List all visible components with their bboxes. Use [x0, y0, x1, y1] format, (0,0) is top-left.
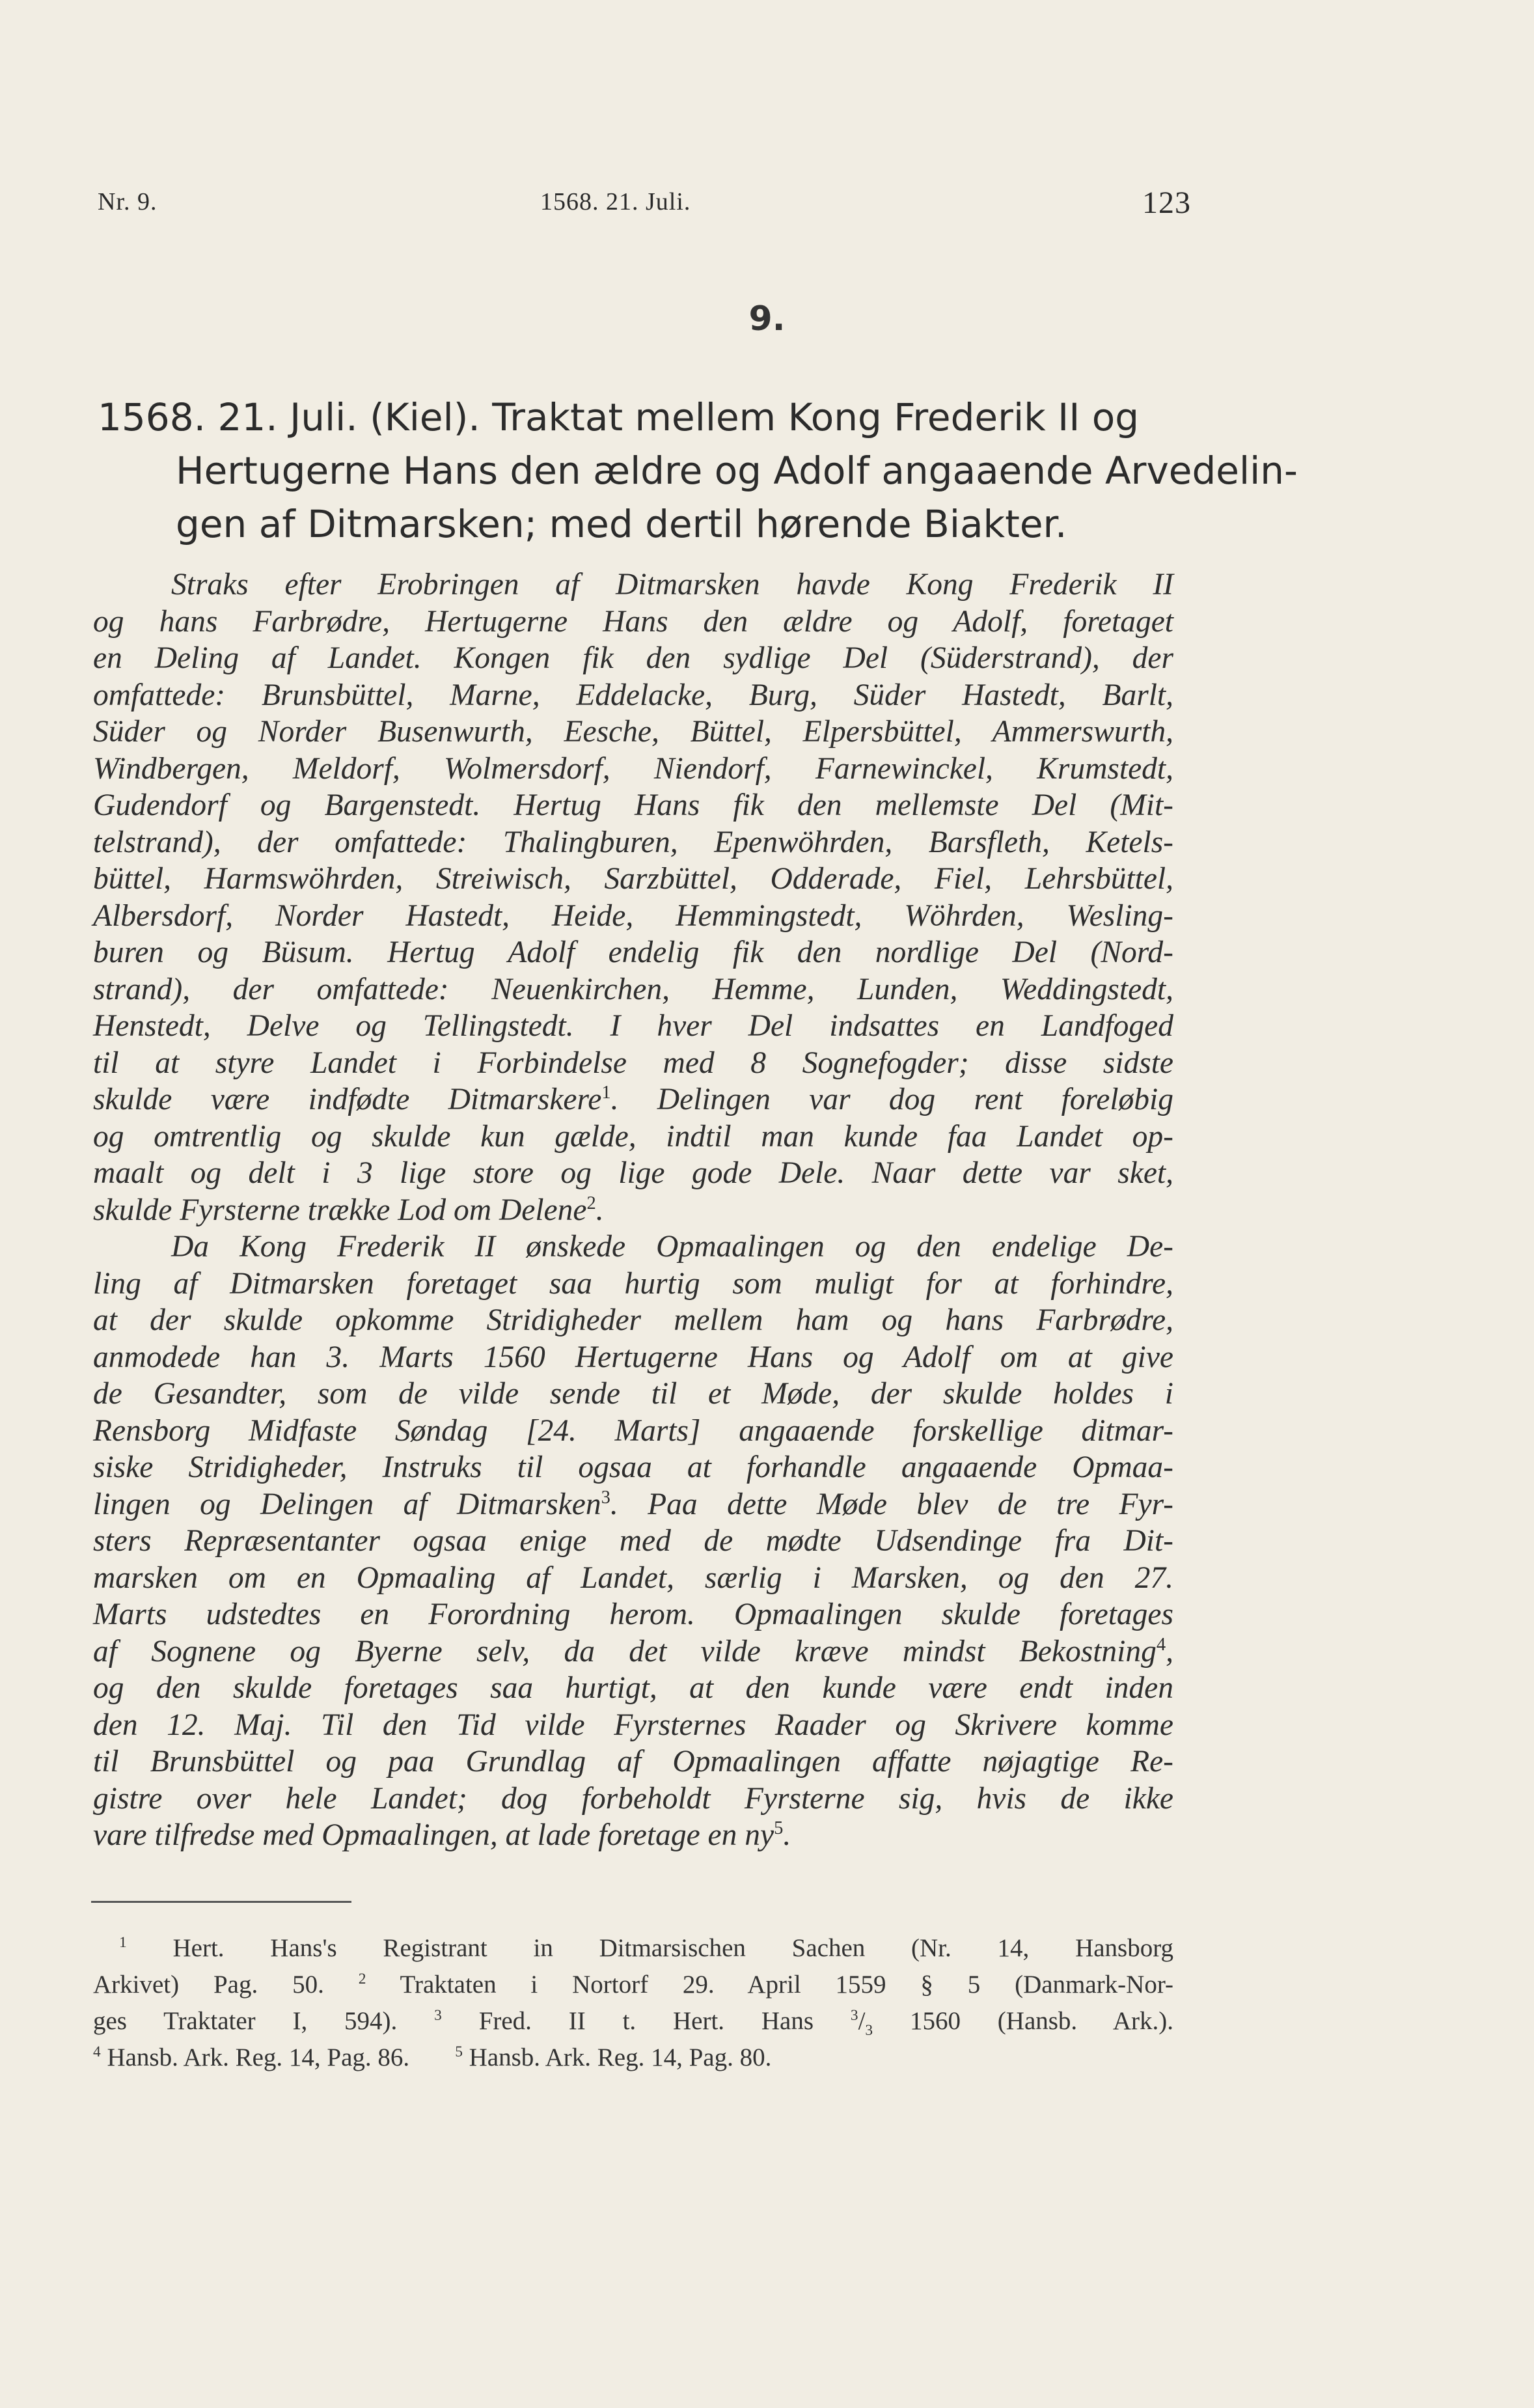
footnote-number: 1 — [119, 1934, 127, 1951]
footnote-text: Fred. II t. Hert. Hans — [478, 2007, 851, 2035]
footnote-ref: 4 — [1156, 1634, 1166, 1655]
footnote-text: Hansb. Ark. Reg. 14, Pag. 86. — [107, 2043, 410, 2071]
footnote-text: ges Traktater I, 594). — [93, 2007, 398, 2035]
text-line — [93, 1192, 1173, 1229]
text-line: Da Kong Frederik II ønskede Opmaalingen og den endelige De- — [171, 1230, 1173, 1264]
introduction-text — [93, 566, 1173, 1854]
running-head-issue-number: Nr. 9. — [98, 188, 158, 215]
footnote-line — [93, 2040, 1173, 2076]
footnote-text: Arkivet) Pag. 50. — [93, 1971, 324, 1999]
text-line: büttel, Harmswöhrden, Streiwisch, Sarzbüttel, Odderade, Fiel, Lehrsbüttel, — [93, 862, 1173, 896]
text-line: Marts udstedtes en Forordning herom. Opmaalingen skulde foretages — [93, 1598, 1173, 1631]
text-fragment: skulde Fyrsterne trække Lod om Delene — [93, 1193, 587, 1227]
running-head — [98, 187, 1191, 227]
footnote-text: 1560 (Hansb. Ark.). — [873, 2007, 1174, 2035]
footnotes — [93, 1930, 1173, 2076]
text-line: sters Repræsentanter ogsaa enige med de mødte Udsendinge fra Dit- — [93, 1524, 1173, 1558]
text-line — [93, 1081, 1173, 1118]
fraction-numerator: 3 — [850, 2007, 858, 2024]
text-line: gistre over hele Landet; dog forbeholdt Fyrsterne sig, hvis de ikke — [93, 1781, 1173, 1816]
text-fragment: . — [596, 1193, 604, 1227]
footnote-text: Traktaten i Nortorf 29. April 1559 § 5 (Danmark-Nor- — [400, 1971, 1174, 1999]
text-fragment: . Delingen var dog rent foreløbig — [610, 1083, 1173, 1116]
text-line: buren og Büsum. Hertug Adolf endelig fik den nordlige Del (Nord- — [93, 935, 1173, 969]
text-line: og omtrentlig og skulde kun gælde, indtil man kunde faa Landet op- — [93, 1119, 1173, 1154]
page-number: 123 — [1142, 186, 1191, 220]
text-fragment: . — [783, 1818, 791, 1852]
fraction-denominator: 3 — [865, 2021, 873, 2039]
footnote-number: 5 — [455, 2043, 463, 2060]
text-line — [93, 1633, 1173, 1670]
text-line: en Deling af Landet. Kongen fik den sydlige Del (Süderstrand), der — [93, 641, 1173, 675]
text-line: til at styre Landet i Forbindelse med 8 Sognefogder; disse sidste — [93, 1045, 1173, 1080]
text-line: marsken om en Opmaaling af Landet, særlig i Marsken, og den 27. — [93, 1560, 1173, 1595]
text-line: Süder og Norder Busenwurth, Eesche, Büttel, Elpersbüttel, Ammerswurth, — [93, 715, 1173, 749]
text-line: Rensborg Midfaste Søndag [24. Marts] angaaende forskellige ditmar- — [93, 1413, 1173, 1448]
footnote-number: 3 — [434, 2007, 442, 2024]
heading-line: 1568. 21. Juli. (Kiel). Traktat mellem Kong Frederik II og — [98, 395, 1140, 439]
heading-line: gen af Ditmarsken; med dertil hørende Biakter. — [176, 502, 1067, 546]
text-line: omfattede: Brunsbüttel, Marne, Eddelacke, Burg, Süder Hastedt, Barlt, — [93, 678, 1173, 712]
text-fragment: lingen og Delingen af Ditmarsken — [93, 1487, 601, 1521]
text-line: at der skulde opkomme Stridigheder mellem ham og hans Farbrødre, — [93, 1303, 1173, 1337]
text-line: anmodede han 3. Marts 1560 Hertugerne Hans og Adolf om at give — [93, 1340, 1173, 1374]
text-line: Henstedt, Delve og Tellingstedt. I hver Del indsattes en Landfoged — [93, 1009, 1173, 1043]
footnote-text: Hert. Hans's Registrant in Ditmarsischen Sachen (Nr. 14, Hansborg — [172, 1934, 1173, 1962]
footnote-number: 4 — [93, 2043, 101, 2060]
document-number: 9. — [748, 299, 786, 339]
text-fragment: , — [1166, 1634, 1173, 1668]
footnote-number: 2 — [358, 1971, 366, 1987]
footnote-text: Hansb. Ark. Reg. 14, Pag. 80. — [469, 2043, 772, 2071]
text-line: den 12. Maj. Til den Tid vilde Fyrsternes Raader og Skrivere komme — [93, 1708, 1173, 1742]
text-fragment: vare tilfredse med Opmaalingen, at lade foretage en ny — [93, 1818, 774, 1852]
footnote-line — [93, 1930, 1173, 1967]
footnote-line: ges Traktater I, 594). $^3$ Fred. II t. Hert. Hans $^3/_3$ 1560 (Hansb. Ark.). — [93, 2007, 1174, 2039]
text-line: Straks efter Erobringen af Ditmarsken havde Kong Frederik II — [171, 568, 1173, 602]
text-line: Windbergen, Meldorf, Wolmersdorf, Niendorf, Farnewinckel, Krumstedt, — [93, 751, 1173, 786]
footnote-ref: 5 — [774, 1818, 784, 1839]
text-line: maalt og delt i 3 lige store og lige gode Dele. Naar dette var sket, — [93, 1156, 1173, 1190]
running-head-date: 1568. 21. Juli. — [540, 188, 691, 215]
text-line: strand), der omfattede: Neuenkirchen, Hemme, Lunden, Weddingstedt, — [93, 972, 1173, 1006]
text-line — [93, 1486, 1173, 1523]
text-line: Gudendorf og Bargenstedt. Hertug Hans fik den mellemste Del (Mit- — [93, 788, 1173, 822]
text-line: til Brunsbüttel og paa Grundlag af Opmaalingen affatte nøjagtige Re- — [93, 1745, 1173, 1778]
document-heading — [98, 391, 1298, 551]
heading-line: Hertugerne Hans den ældre og Adolf angaaende Arvedelin- — [176, 449, 1298, 493]
text-line: og hans Farbrødre, Hertugerne Hans den ældre og Adolf, foretaget — [93, 604, 1173, 639]
footnote-line — [93, 1967, 1173, 2003]
footnote-ref: 2 — [586, 1193, 596, 1213]
text-fragment: skulde være indfødte Ditmarskere — [93, 1083, 602, 1116]
text-line: ling af Ditmarsken foretaget saa hurtig som muligt for at forhindre, — [93, 1266, 1173, 1301]
text-line: siske Stridigheder, Instruks til ogsaa at forhandle angaaende Opmaa- — [93, 1450, 1173, 1484]
footnote-divider — [91, 1901, 351, 1903]
text-line: de Gesandter, som de vilde sende til et Møde, der skulde holdes i — [93, 1377, 1173, 1411]
text-line: Albersdorf, Norder Hastedt, Heide, Hemmingstedt, Wöhrden, Wesling- — [93, 898, 1173, 933]
text-line: telstrand), der omfattede: Thalingburen, Epenwöhrden, Barsfleth, Ketels- — [93, 825, 1173, 859]
text-line: og den skulde foretages saa hurtigt, at den kunde være endt inden — [93, 1671, 1173, 1705]
text-fragment: . Paa dette Møde blev de tre Fyr- — [610, 1487, 1173, 1521]
footnote-ref: 3 — [601, 1487, 610, 1508]
text-fragment: af Sognene og Byerne selv, da det vilde kræve mindst Bekostning — [93, 1634, 1157, 1668]
footnote-ref: 1 — [601, 1083, 611, 1103]
text-line — [93, 1817, 1173, 1854]
